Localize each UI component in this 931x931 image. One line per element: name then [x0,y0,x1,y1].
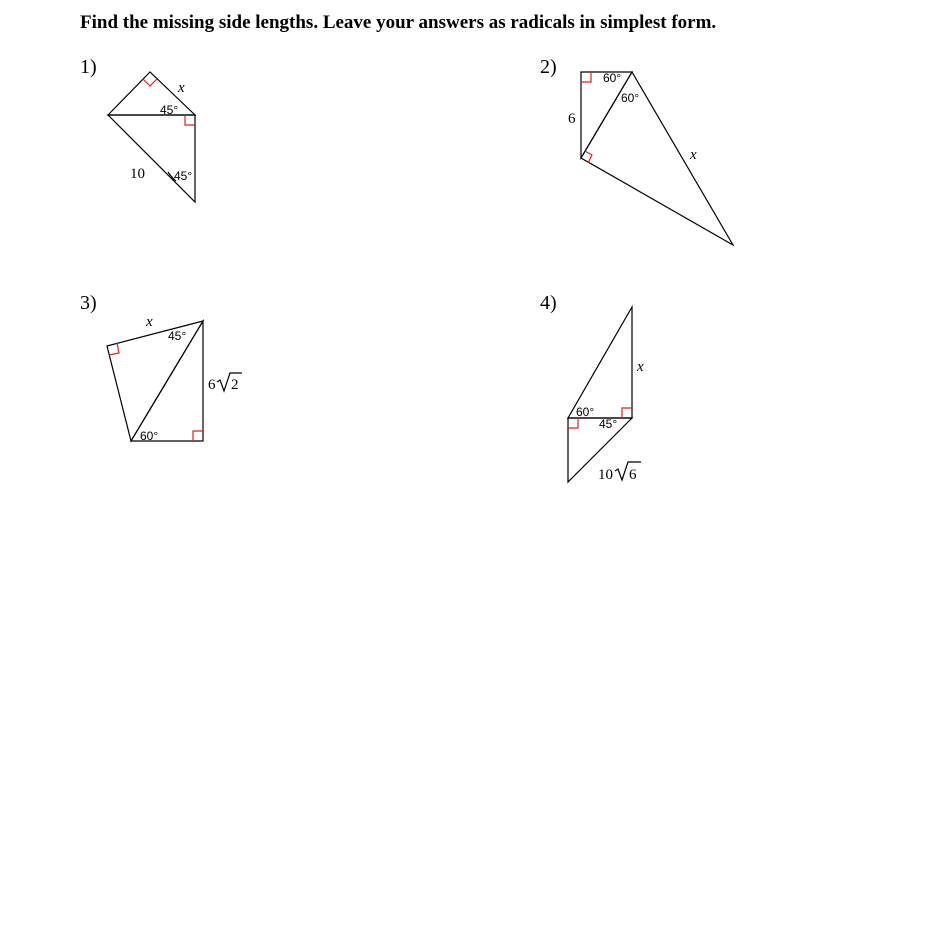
problem-4-side-bottom-coef: 10 [598,467,613,483]
problem-4-upper-triangle [568,307,632,418]
problem-3-side-right [208,373,242,393]
problem-4-radical-sign [615,462,641,480]
problem-3-side-right-coef: 6 [208,377,216,393]
problem-3-left-triangle [107,321,203,441]
problem-2-right-angle-top [581,72,591,82]
problem-4-right-angle-lower [568,418,578,428]
problem-2-number: 2) [540,56,557,78]
problem-4-figure [568,307,644,483]
problem-4-angle-right: 45° [599,417,618,431]
problem-1-angle-top: 45° [160,103,179,117]
problem-1-right-angle-top [143,79,157,86]
problem-2-angle-top: 60° [603,71,622,85]
problem-3-side-x: x [146,314,153,330]
problem-3-angle-top: 45° [168,329,187,343]
problem-3-number: 3) [80,292,97,314]
problem-2-figure [568,71,733,245]
problem-4-angle-left: 60° [576,405,595,419]
problem-1-side-x: x [178,80,185,96]
problem-1-hypotenuse: 10 [130,166,145,182]
problem-1-number: 1) [80,56,97,78]
problem-1-lower-triangle [108,115,195,202]
problem-4-side-bottom-radicand: 6 [629,467,637,483]
problem-4-right-angle-upper [622,408,632,418]
problem-3-right-angle-bottom [193,431,203,441]
problem-4-number: 4) [540,292,557,314]
problem-3-right-triangle [131,321,203,441]
problem-3-side-right-radicand: 2 [231,377,239,393]
problem-2-lower-triangle [581,72,733,245]
problem-4-side-bottom [598,462,641,483]
problem-1-angle-bottom: 45° [174,169,193,183]
problem-1-figure [108,72,195,202]
problem-4-side-x: x [637,359,644,375]
problem-2-side-x: x [690,147,697,163]
problem-3-angle-bottom: 60° [140,429,159,443]
problem-2-angle-inner: 60° [621,91,640,105]
problem-1-right-angle-bottom [185,115,195,125]
instructions: Find the missing side lengths. Leave your answers as radicals in simplest form. [80,12,717,33]
problem-2-side-left: 6 [568,111,576,127]
problem-3-figure [107,314,242,443]
